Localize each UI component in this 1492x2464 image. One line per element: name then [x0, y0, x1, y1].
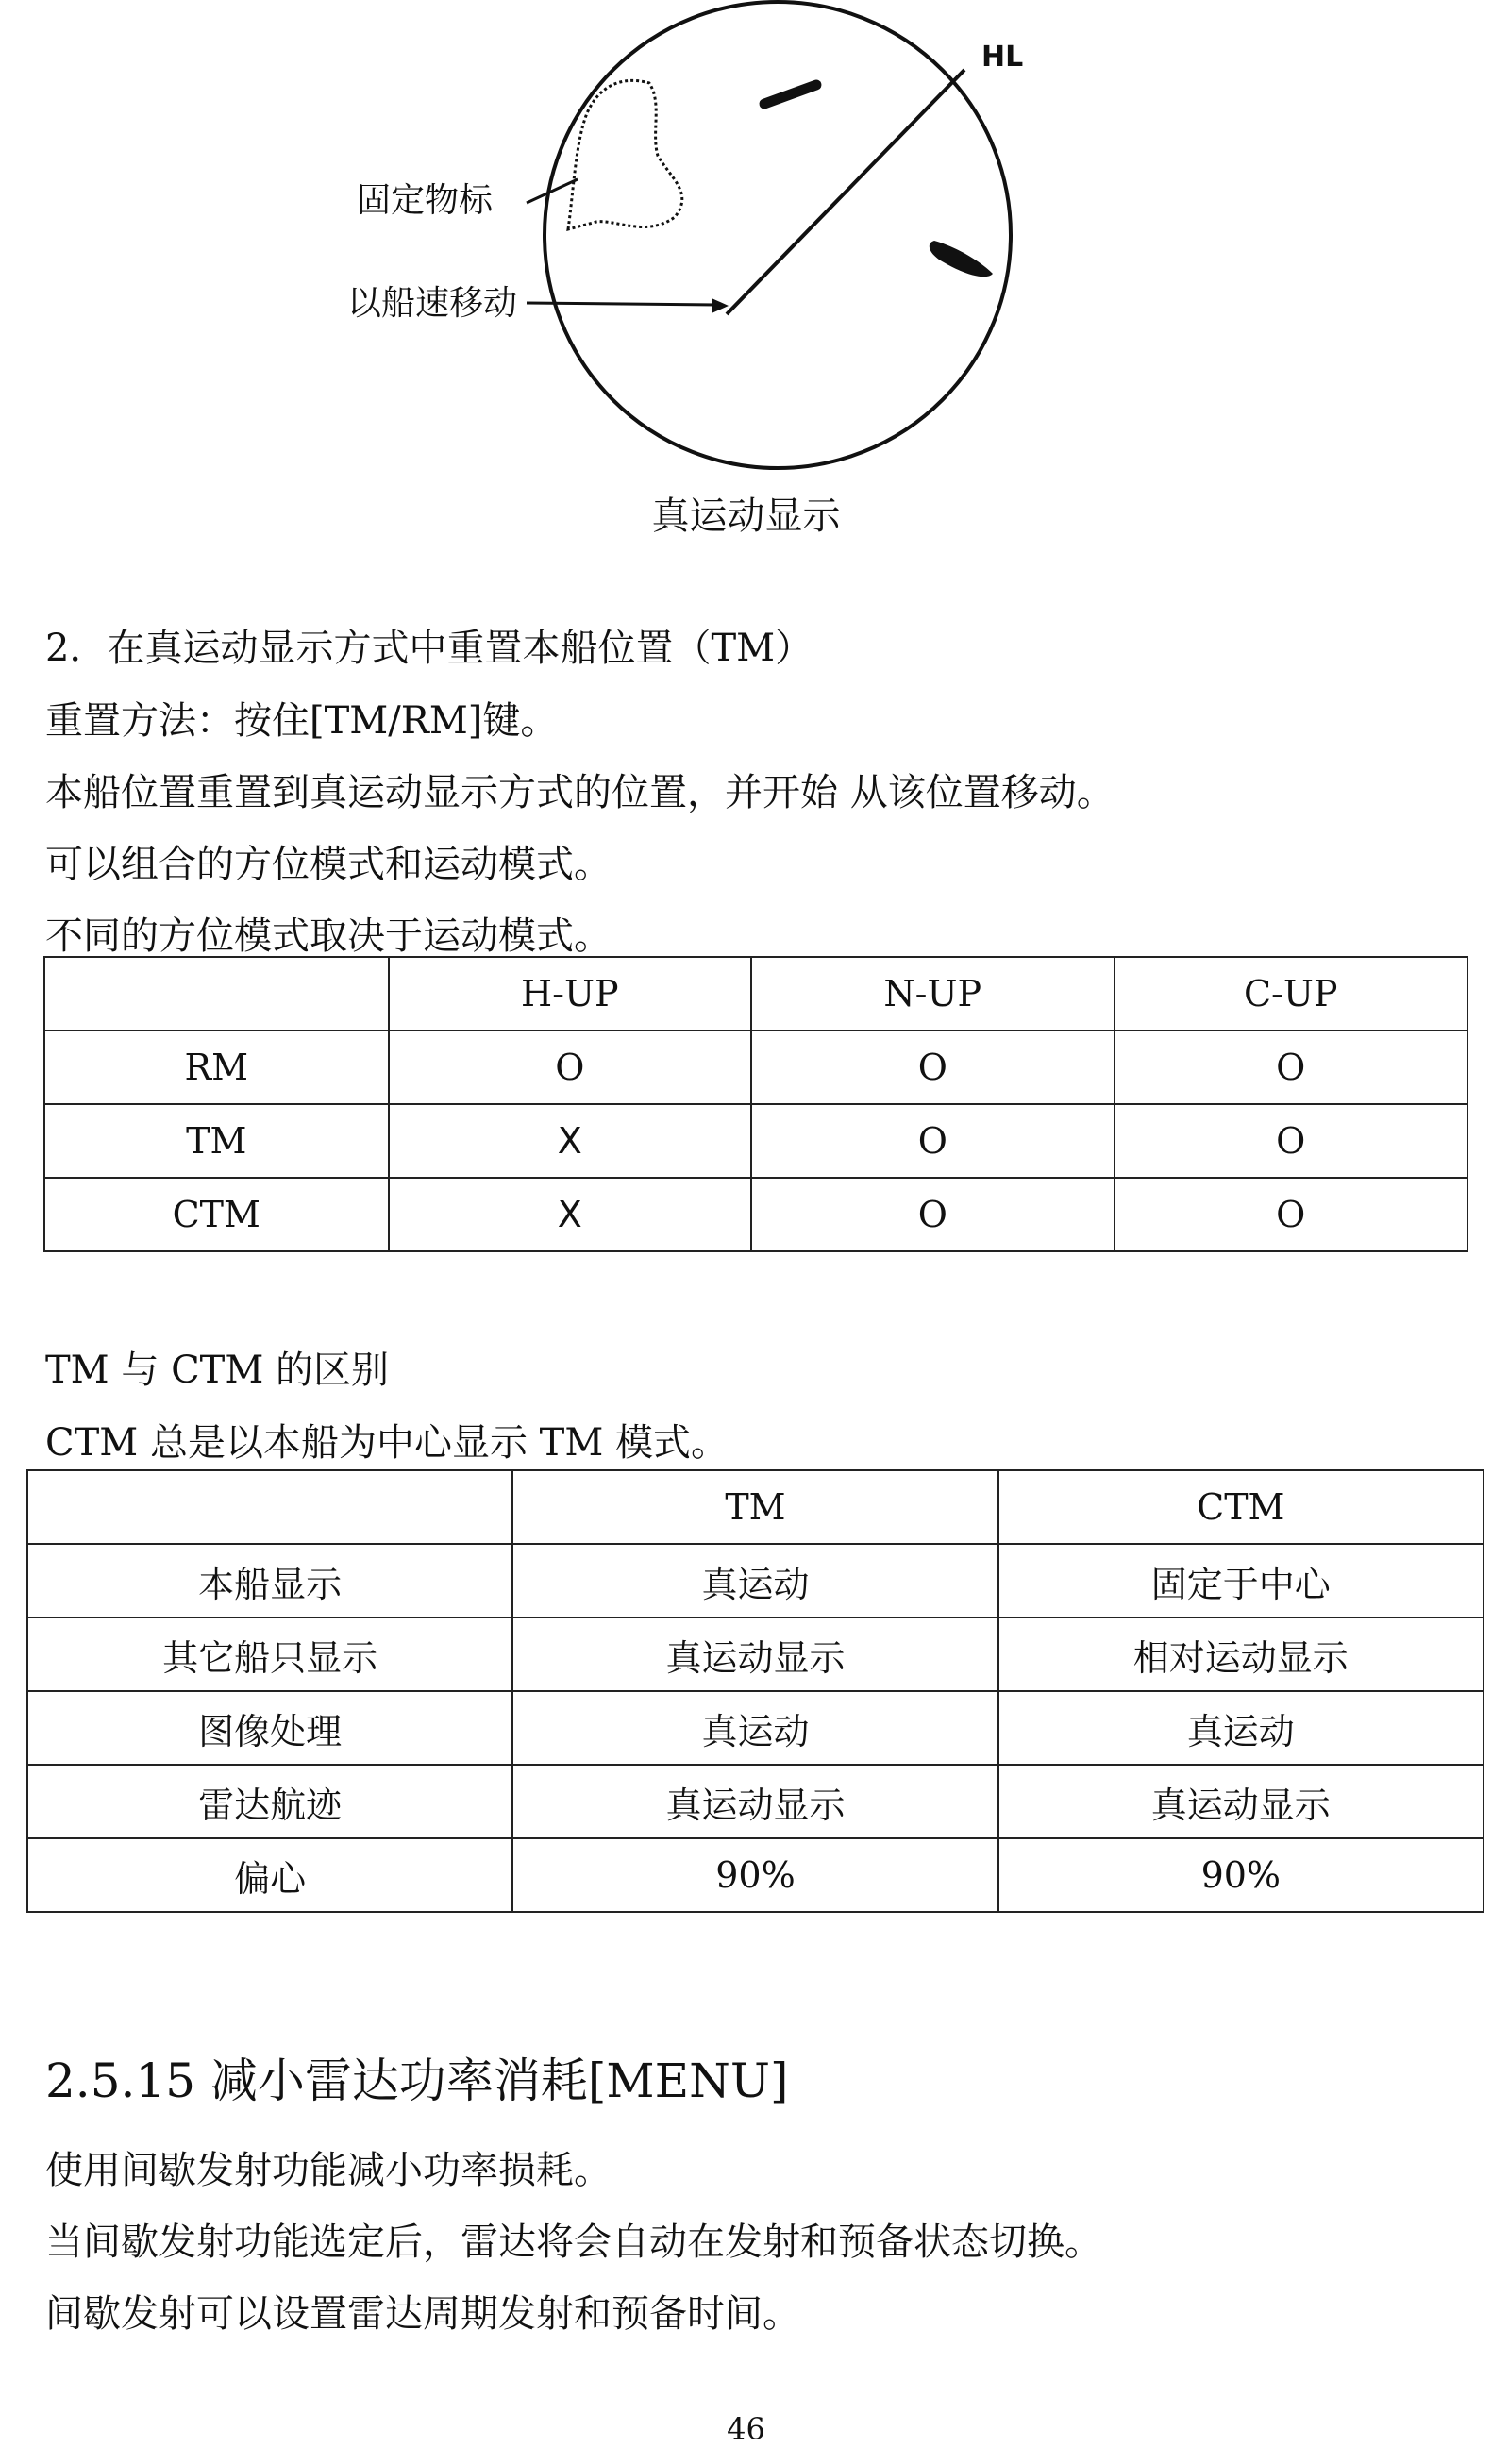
hl-label: HL: [981, 41, 1024, 74]
mode-compatibility-table: [43, 956, 1468, 1252]
table-cell: X: [389, 1104, 751, 1178]
table-cell: 真运动显示: [512, 1765, 997, 1838]
table-cell: O: [389, 1031, 751, 1104]
table-cell: 真运动: [512, 1544, 997, 1618]
paragraph-line: 本船位置重置到真运动显示方式的位置，并开始 从该位置移动。: [45, 771, 1115, 814]
table-header-cell: N-UP: [751, 957, 1114, 1031]
table-header-cell: C-UP: [1115, 957, 1468, 1031]
pointer-line: [527, 303, 717, 305]
table-cell: X: [389, 1178, 751, 1251]
paragraph-line: 可以组合的方位模式和运动模式。: [45, 843, 612, 886]
table-header-row: [44, 957, 1467, 1031]
paragraph-line: 间歇发射可以设置雷达周期发射和预备时间。: [45, 2292, 800, 2336]
row-label: 偏心: [27, 1838, 512, 1912]
table-cell: O: [751, 1178, 1114, 1251]
table-header-cell: [27, 1470, 512, 1544]
table-cell: 相对运动显示: [998, 1618, 1484, 1691]
paragraph-line: 当间歇发射功能选定后，雷达将会自动在发射和预备状态切换。: [45, 2221, 1102, 2264]
comparison-desc: CTM 总是以本船为中心显示 TM 模式。: [45, 1421, 729, 1465]
row-label: 其它船只显示: [27, 1618, 512, 1691]
paragraph-line: 不同的方位模式取决于运动模式。: [45, 914, 612, 958]
row-label: RM: [44, 1031, 389, 1104]
table-row: [27, 1691, 1484, 1765]
page-number: 46: [727, 2411, 765, 2447]
paragraph-line: 使用间歇发射功能减小功率损耗。: [45, 2149, 612, 2192]
row-label: CTM: [44, 1178, 389, 1251]
table-cell: O: [1115, 1031, 1468, 1104]
table-row: [44, 1178, 1467, 1251]
table-cell: O: [1115, 1178, 1468, 1251]
row-label: 图像处理: [27, 1691, 512, 1765]
table-cell: 真运动显示: [512, 1618, 997, 1691]
fixed-target-label: 固定物标: [357, 181, 494, 220]
table-cell: 真运动: [512, 1691, 997, 1765]
arrowhead-icon: [712, 298, 729, 313]
comparison-title: TM 与 CTM 的区别: [45, 1349, 390, 1392]
target-echo: [930, 241, 993, 277]
radar-circle: [545, 2, 1011, 468]
table-cell: 真运动显示: [998, 1765, 1484, 1838]
table-row: [27, 1544, 1484, 1618]
table-row: [44, 1104, 1467, 1178]
table-cell: O: [751, 1104, 1114, 1178]
figure-caption: 真运动显示: [651, 494, 841, 538]
table-cell: O: [751, 1031, 1114, 1104]
table-cell: 90%: [998, 1838, 1484, 1912]
radar-display-diagram: [321, 0, 1076, 481]
row-label: 雷达航迹: [27, 1765, 512, 1838]
tm-ctm-comparison-table: [26, 1469, 1484, 1913]
true-motion-figure: [321, 0, 1076, 481]
ship-speed-label: 以船速移动: [347, 284, 518, 323]
section-heading: 2．在真运动显示方式中重置本船位置（TM）: [45, 627, 813, 670]
table-row: [27, 1838, 1484, 1912]
paragraph-line: 重置方法：按住[TM/RM]键。: [45, 699, 559, 743]
table-cell: O: [1115, 1104, 1468, 1178]
row-label: TM: [44, 1104, 389, 1178]
target-echo: [764, 85, 816, 104]
table-header-row: [27, 1470, 1484, 1544]
row-label: 本船显示: [27, 1544, 512, 1618]
table-header-cell: TM: [512, 1470, 997, 1544]
table-header-cell: H-UP: [389, 957, 751, 1031]
table-row: [27, 1765, 1484, 1838]
table-row: [27, 1618, 1484, 1691]
table-cell: 固定于中心: [998, 1544, 1484, 1618]
table-header-cell: [44, 957, 389, 1031]
table-header-cell: CTM: [998, 1470, 1484, 1544]
table-cell: 真运动: [998, 1691, 1484, 1765]
section-title: 2.5.15 减小雷达功率消耗[MENU]: [45, 2053, 789, 2108]
table-row: [44, 1031, 1467, 1104]
table-cell: 90%: [512, 1838, 997, 1912]
